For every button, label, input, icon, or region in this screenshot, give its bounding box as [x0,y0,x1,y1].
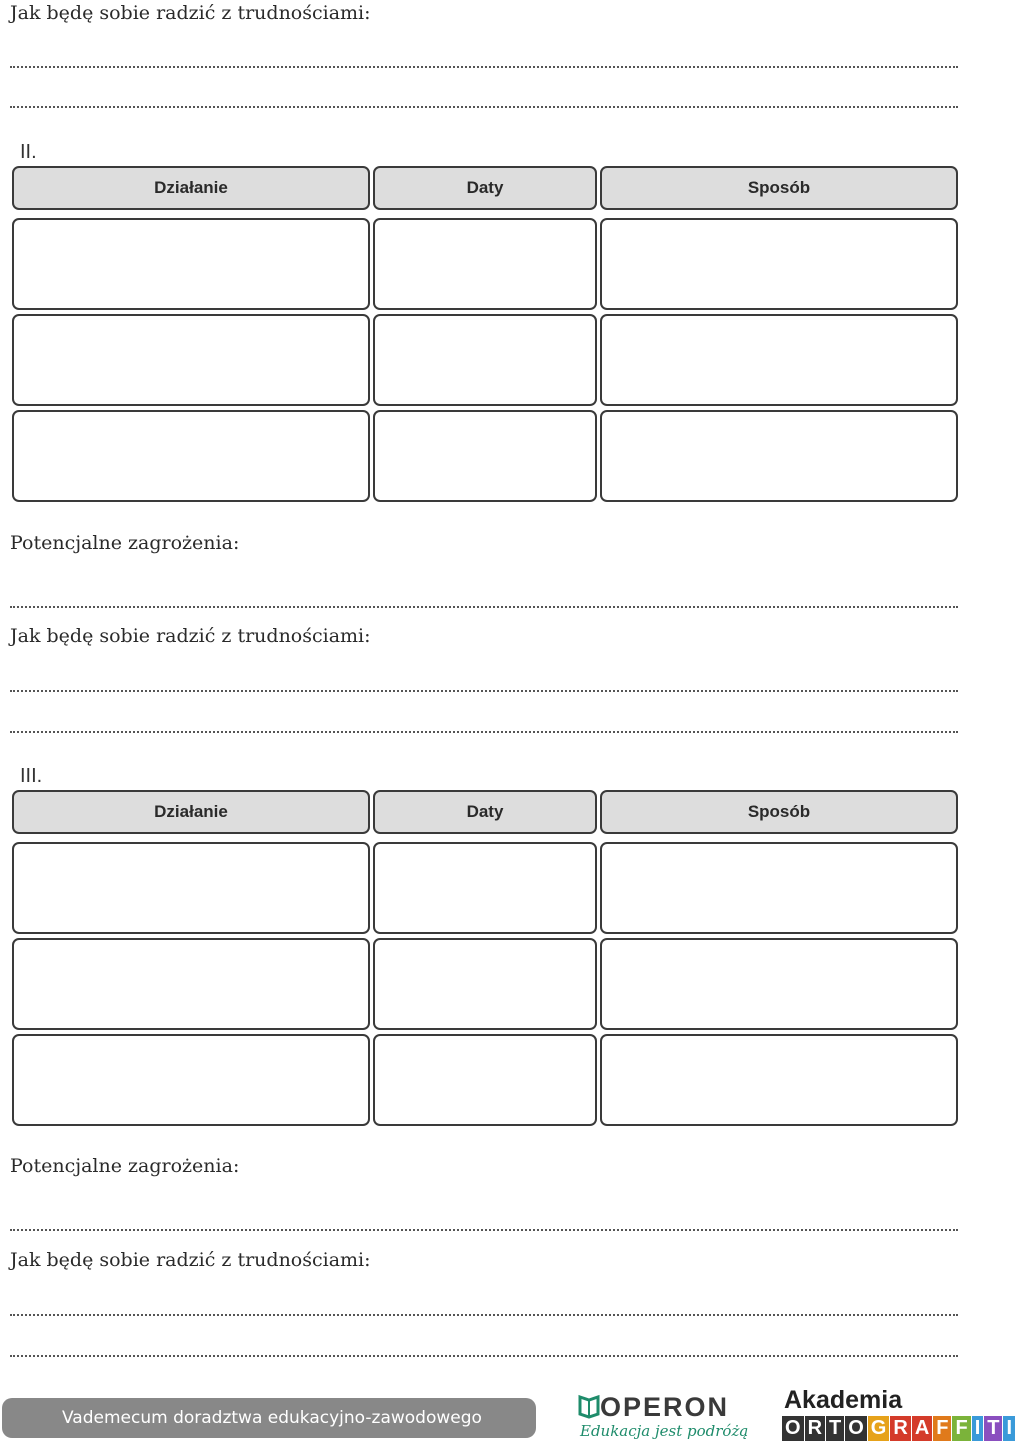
column-header-method: Sposób [600,166,958,210]
dates-cell[interactable] [373,314,597,406]
threats-label: Potencjalne zagrożenia: [10,1155,240,1177]
ortograffiti-logo [780,1386,1013,1452]
answer-line[interactable] [10,690,958,692]
column-header-method: Sposób [600,790,958,834]
action-cell[interactable] [12,218,370,310]
method-cell[interactable] [600,410,958,502]
dates-cell[interactable] [373,1034,597,1126]
coping-label-top: Jak będę sobie radzić z trudnościami: [10,2,371,24]
footer-title: Vademecum doradztwa edukacyjno-zawodowego [62,1408,482,1428]
action-cell[interactable] [12,1034,370,1126]
action-cell[interactable] [12,938,370,1030]
answer-line[interactable] [10,66,958,68]
answer-line[interactable] [10,1314,958,1316]
answer-line[interactable] [10,1229,958,1231]
coping-label: Jak będę sobie radzić z trudnościami: [10,1249,371,1271]
column-header-action: Działanie [12,790,370,834]
operon-logo [578,1392,753,1452]
method-cell[interactable] [600,842,958,934]
threats-label: Potencjalne zagrożenia: [10,532,240,554]
dates-cell[interactable] [373,218,597,310]
section-numeral: III. [20,765,43,787]
answer-line[interactable] [10,1355,958,1357]
column-header-dates: Daty [373,790,597,834]
action-cell[interactable] [12,314,370,406]
method-cell[interactable] [600,314,958,406]
operon-wordmark: OPERON [600,1392,730,1422]
coping-label: Jak będę sobie radzić z trudnościami: [10,625,371,647]
ortograffiti-wordmark: O R T O G R A F F I T I [782,1416,1016,1441]
akademia-wordmark: Akademia [784,1386,903,1414]
method-cell[interactable] [600,218,958,310]
method-cell[interactable] [600,938,958,1030]
column-header-dates: Daty [373,166,597,210]
method-cell[interactable] [600,1034,958,1126]
answer-line[interactable] [10,731,958,733]
action-cell[interactable] [12,842,370,934]
dates-cell[interactable] [373,938,597,1030]
answer-line[interactable] [10,606,958,608]
dates-cell[interactable] [373,410,597,502]
operon-tagline: Edukacja jest podróżą [580,1422,749,1440]
section-numeral: II. [20,141,37,163]
footer-title-bar [2,1398,536,1438]
operon-book-icon [578,1394,600,1418]
answer-line[interactable] [10,106,958,108]
action-cell[interactable] [12,410,370,502]
column-header-action: Działanie [12,166,370,210]
dates-cell[interactable] [373,842,597,934]
